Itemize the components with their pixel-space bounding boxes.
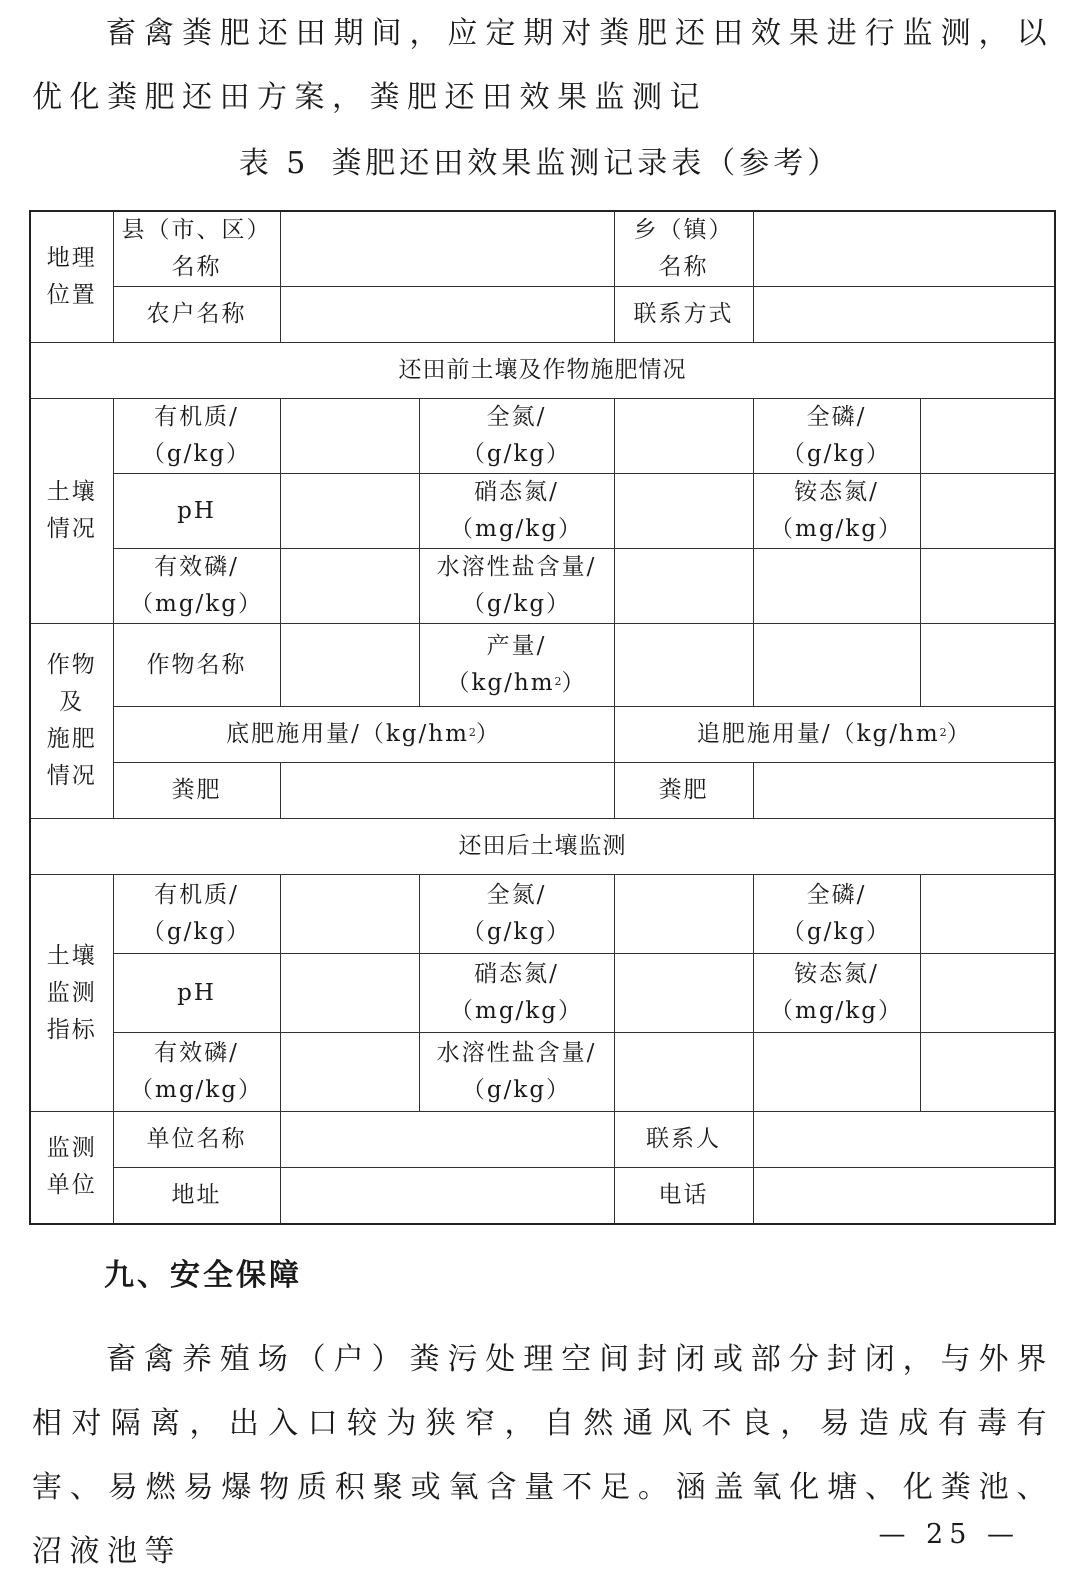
organic-matter-after-cell[interactable] (280, 875, 419, 954)
organic-matter-cell[interactable] (280, 399, 419, 474)
ammonium-nitrogen-label: 铵态氮/ （mg/kg） (753, 474, 920, 549)
total-phosphorus-label: 全磷/ （g/kg） (753, 399, 920, 474)
address-label: 地址 (113, 1168, 280, 1224)
available-phosphorus-after-label: 有效磷/ （mg/kg） (113, 1033, 280, 1112)
nitrate-nitrogen-after-cell[interactable] (614, 954, 753, 1033)
empty-cell[interactable] (920, 1033, 1055, 1112)
total-nitrogen-label: 全氮/ （g/kg） (419, 399, 614, 474)
available-phosphorus-after-cell[interactable] (280, 1033, 419, 1112)
total-phosphorus-cell[interactable] (920, 399, 1055, 474)
yield-cell[interactable] (614, 624, 753, 707)
table-number: 表 5 (238, 146, 310, 181)
nitrate-nitrogen-label: 硝态氮/ （mg/kg） (419, 474, 614, 549)
ph-cell[interactable] (280, 474, 419, 549)
contact-method-label: 联系方式 (614, 287, 753, 343)
soluble-salt-after-label: 水溶性盐含量/ （g/kg） (419, 1033, 614, 1112)
crop-name-cell[interactable] (280, 624, 419, 707)
base-fertilizer-header: 底肥施用量$/(kg/hm^2)$ (113, 707, 614, 763)
ph-after-cell[interactable] (280, 954, 419, 1033)
county-name-label: 县（市、区） 名称 (113, 211, 280, 287)
empty-cell[interactable] (753, 624, 920, 707)
organic-matter-label: 有机质/ （g/kg） (113, 399, 280, 474)
body-paragraph: 畜禽养殖场（户）粪污处理空间封闭或部分封闭，与外界相对隔离，出入口较为狭窄，自然通风不良，易造成有毒有害、易燃易爆物质积聚或氧含量不足。涵盖氧化塘、化粪池、沼液池等 (32, 1342, 1054, 1569)
location-group-label: 地理 位置 (30, 211, 113, 343)
monitoring-record-table (29, 210, 1056, 1225)
ph-label: pH (113, 474, 280, 549)
county-name-cell[interactable] (280, 211, 614, 287)
address-cell[interactable] (280, 1168, 614, 1224)
empty-cell[interactable] (920, 624, 1055, 707)
empty-cell[interactable] (920, 549, 1055, 624)
soil-monitoring-group-label: 土壤 监测 指标 (30, 875, 113, 1112)
total-phosphorus-after-cell[interactable] (920, 875, 1055, 954)
township-name-cell[interactable] (753, 211, 1055, 287)
phone-cell[interactable] (753, 1168, 1055, 1224)
nitrate-nitrogen-after-label: 硝态氮/ （mg/kg） (419, 954, 614, 1033)
ammonium-nitrogen-after-label: 铵态氮/ （mg/kg） (753, 954, 920, 1033)
top-manure-cell[interactable] (753, 763, 1055, 819)
before-application-header: 还田前土壤及作物施肥情况 (30, 343, 1055, 399)
soluble-salt-after-cell[interactable] (614, 1033, 753, 1112)
total-nitrogen-cell[interactable] (614, 399, 753, 474)
ammonium-nitrogen-after-cell[interactable] (920, 954, 1055, 1033)
nitrate-nitrogen-cell[interactable] (614, 474, 753, 549)
available-phosphorus-label: 有效磷/ （mg/kg） (113, 549, 280, 624)
total-phosphorus-after-label: 全磷/ （g/kg） (753, 875, 920, 954)
contact-person-cell[interactable] (753, 1112, 1055, 1168)
intro-paragraph: 畜禽粪肥还田期间，应定期对粪肥还田效果进行监测，以优化粪肥还田方案，粪肥还田效果监测记 (32, 16, 1054, 115)
contact-method-cell[interactable] (753, 287, 1055, 343)
monitoring-unit-group-label: 监测 单位 (30, 1112, 113, 1224)
available-phosphorus-cell[interactable] (280, 549, 419, 624)
phone-label: 电话 (614, 1168, 753, 1224)
contact-person-label: 联系人 (614, 1112, 753, 1168)
ph-after-label: pH (113, 954, 280, 1033)
ammonium-nitrogen-cell[interactable] (920, 474, 1055, 549)
base-manure-cell[interactable] (280, 763, 614, 819)
total-nitrogen-after-label: 全氮/ （g/kg） (419, 875, 614, 954)
base-manure-label: 粪肥 (113, 763, 280, 819)
crop-name-label: 作物名称 (113, 624, 280, 707)
yield-label: 产量/ $(kg/hm^2)$ (419, 624, 614, 707)
unit-name-label: 单位名称 (113, 1112, 280, 1168)
top-dressing-header: 追肥施用量$/(kg/hm^2)$ (614, 707, 1055, 763)
empty-cell[interactable] (753, 549, 920, 624)
after-application-header: 还田后土壤监测 (30, 819, 1055, 875)
empty-cell[interactable] (753, 1033, 920, 1112)
table-caption (0, 142, 1080, 186)
unit-name-cell[interactable] (280, 1112, 614, 1168)
total-nitrogen-after-cell[interactable] (614, 875, 753, 954)
section-heading: 九、安全保障 (104, 1258, 302, 1293)
crop-fertilization-group-label: 作物 及 施肥 情况 (30, 624, 113, 819)
top-manure-label: 粪肥 (614, 763, 753, 819)
soil-condition-group-label: 土壤 情况 (30, 399, 113, 624)
farmer-name-cell[interactable] (280, 287, 614, 343)
organic-matter-after-label: 有机质/ （g/kg） (113, 875, 280, 954)
page-number: — 25 — (878, 1519, 1020, 1550)
table-title: 粪肥还田效果监测记录表（参考） (331, 146, 842, 181)
soluble-salt-cell[interactable] (614, 549, 753, 624)
township-name-label: 乡（镇） 名称 (614, 211, 753, 287)
farmer-name-label: 农户名称 (113, 287, 280, 343)
soluble-salt-label: 水溶性盐含量/ （g/kg） (419, 549, 614, 624)
